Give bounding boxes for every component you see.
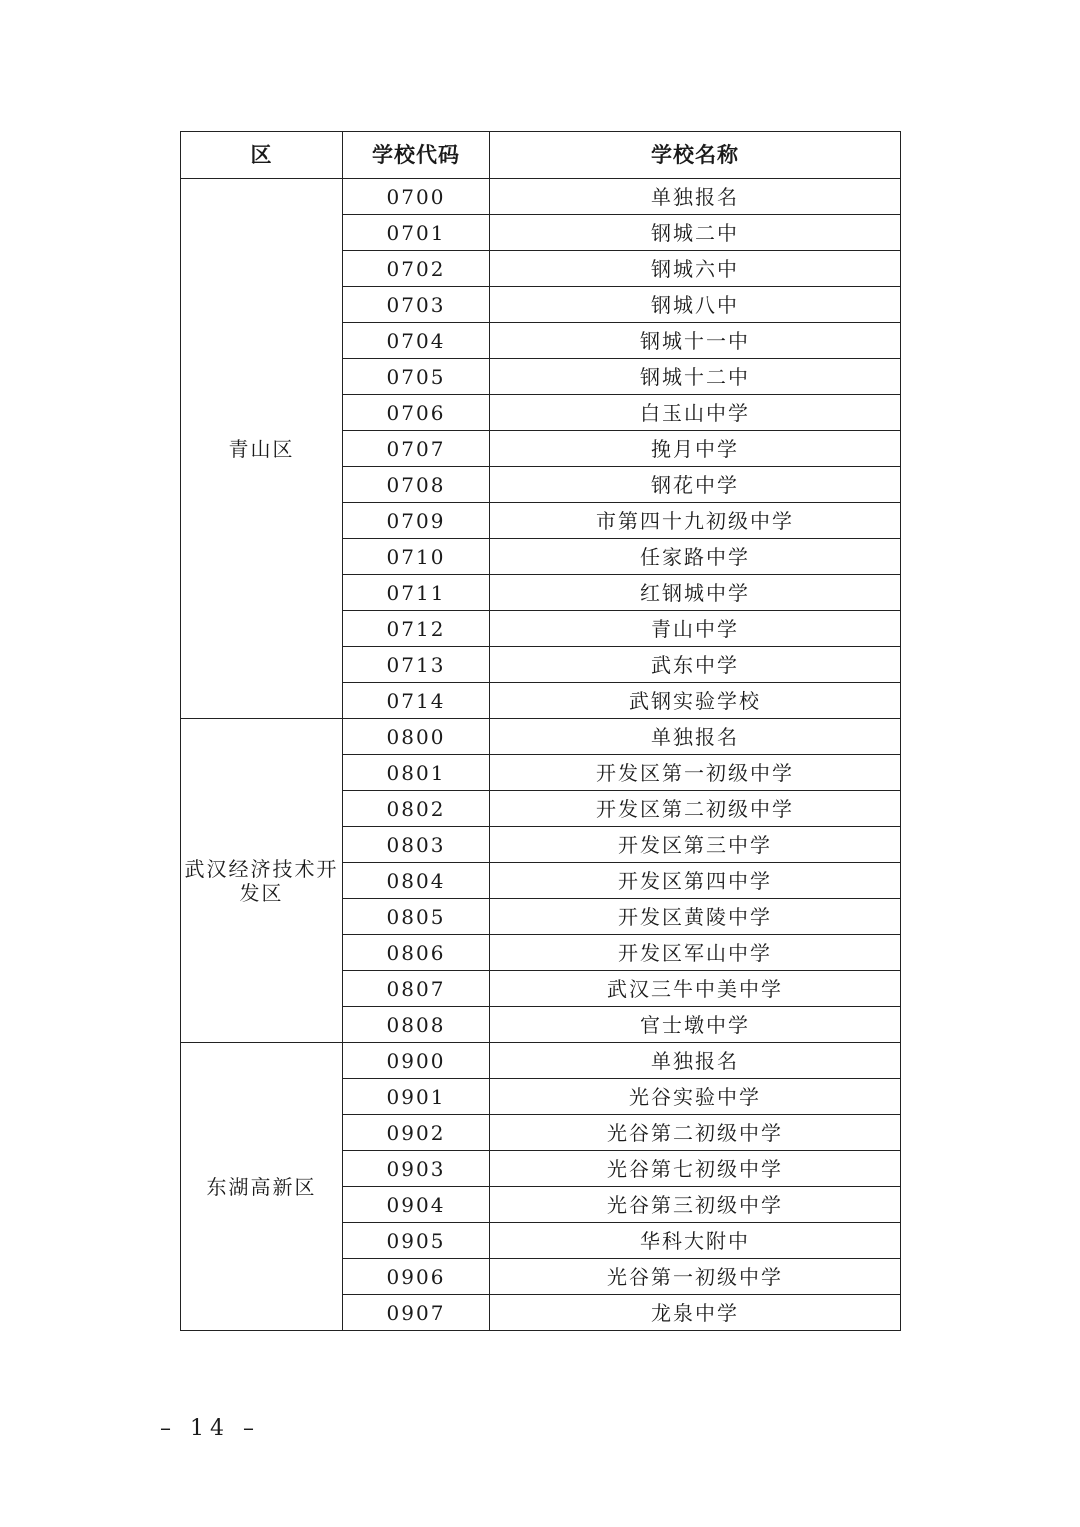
school-code-cell: 0714	[343, 683, 490, 719]
school-name-cell: 钢城六中	[490, 251, 901, 287]
school-name-cell: 光谷实验中学	[490, 1079, 901, 1115]
school-code-cell: 0906	[343, 1259, 490, 1295]
school-name-cell: 开发区第一初级中学	[490, 755, 901, 791]
school-name-cell: 开发区第二初级中学	[490, 791, 901, 827]
school-code-cell: 0804	[343, 863, 490, 899]
school-name-cell: 钢城二中	[490, 215, 901, 251]
school-name-cell: 光谷第七初级中学	[490, 1151, 901, 1187]
school-code-cell: 0801	[343, 755, 490, 791]
school-name-cell: 光谷第一初级中学	[490, 1259, 901, 1295]
school-name-cell: 开发区第四中学	[490, 863, 901, 899]
school-name-cell: 单独报名	[490, 1043, 901, 1079]
header-school-code: 学校代码	[343, 132, 490, 179]
table-row	[181, 179, 901, 215]
school-code-cell: 0702	[343, 251, 490, 287]
school-code-cell: 0807	[343, 971, 490, 1007]
school-name-cell: 单独报名	[490, 719, 901, 755]
school-code-cell: 0706	[343, 395, 490, 431]
table-body	[181, 179, 901, 1331]
school-code-cell: 0901	[343, 1079, 490, 1115]
school-code-cell: 0712	[343, 611, 490, 647]
school-name-cell: 钢花中学	[490, 467, 901, 503]
school-code-cell: 0802	[343, 791, 490, 827]
table-header	[181, 132, 901, 179]
school-code-cell: 0701	[343, 215, 490, 251]
school-name-cell: 武钢实验学校	[490, 683, 901, 719]
school-code-cell: 0805	[343, 899, 490, 935]
school-code-cell: 0806	[343, 935, 490, 971]
school-code-cell: 0808	[343, 1007, 490, 1043]
school-code-cell: 0903	[343, 1151, 490, 1187]
school-name-cell: 市第四十九初级中学	[490, 503, 901, 539]
school-name-cell: 单独报名	[490, 179, 901, 215]
school-name-cell: 青山中学	[490, 611, 901, 647]
school-code-cell: 0905	[343, 1223, 490, 1259]
school-name-cell: 武东中学	[490, 647, 901, 683]
school-name-cell: 光谷第三初级中学	[490, 1187, 901, 1223]
school-name-cell: 钢城十二中	[490, 359, 901, 395]
school-name-cell: 开发区第三中学	[490, 827, 901, 863]
school-name-cell: 武汉三牛中美中学	[490, 971, 901, 1007]
school-name-cell: 红钢城中学	[490, 575, 901, 611]
school-code-cell: 0800	[343, 719, 490, 755]
school-code-cell: 0700	[343, 179, 490, 215]
school-code-cell: 0710	[343, 539, 490, 575]
school-code-cell: 0704	[343, 323, 490, 359]
school-code-cell: 0711	[343, 575, 490, 611]
district-cell: 东湖高新区	[181, 1043, 343, 1331]
school-name-cell: 白玉山中学	[490, 395, 901, 431]
header-row	[181, 132, 901, 179]
school-name-cell: 任家路中学	[490, 539, 901, 575]
school-code-cell: 0907	[343, 1295, 490, 1331]
school-name-cell: 光谷第二初级中学	[490, 1115, 901, 1151]
school-name-cell: 开发区军山中学	[490, 935, 901, 971]
school-name-cell: 开发区黄陵中学	[490, 899, 901, 935]
school-code-cell: 0902	[343, 1115, 490, 1151]
school-name-cell: 华科大附中	[490, 1223, 901, 1259]
table-row	[181, 719, 901, 755]
school-code-cell: 0713	[343, 647, 490, 683]
school-name-cell: 龙泉中学	[490, 1295, 901, 1331]
table-row	[181, 1043, 901, 1079]
school-code-cell: 0705	[343, 359, 490, 395]
school-name-cell: 挽月中学	[490, 431, 901, 467]
district-cell: 武汉经济技术开发区	[181, 719, 343, 1043]
school-name-cell: 钢城十一中	[490, 323, 901, 359]
school-code-cell: 0900	[343, 1043, 490, 1079]
school-code-cell: 0803	[343, 827, 490, 863]
district-cell: 青山区	[181, 179, 343, 719]
school-code-cell: 0703	[343, 287, 490, 323]
page-number: – 14 –	[160, 1416, 260, 1441]
header-school-name: 学校名称	[490, 132, 901, 179]
school-code-cell: 0707	[343, 431, 490, 467]
header-district: 区	[181, 132, 343, 179]
school-code-table	[180, 131, 901, 1331]
school-code-cell: 0904	[343, 1187, 490, 1223]
school-code-cell: 0708	[343, 467, 490, 503]
school-code-cell: 0709	[343, 503, 490, 539]
school-name-cell: 官士墩中学	[490, 1007, 901, 1043]
school-name-cell: 钢城八中	[490, 287, 901, 323]
